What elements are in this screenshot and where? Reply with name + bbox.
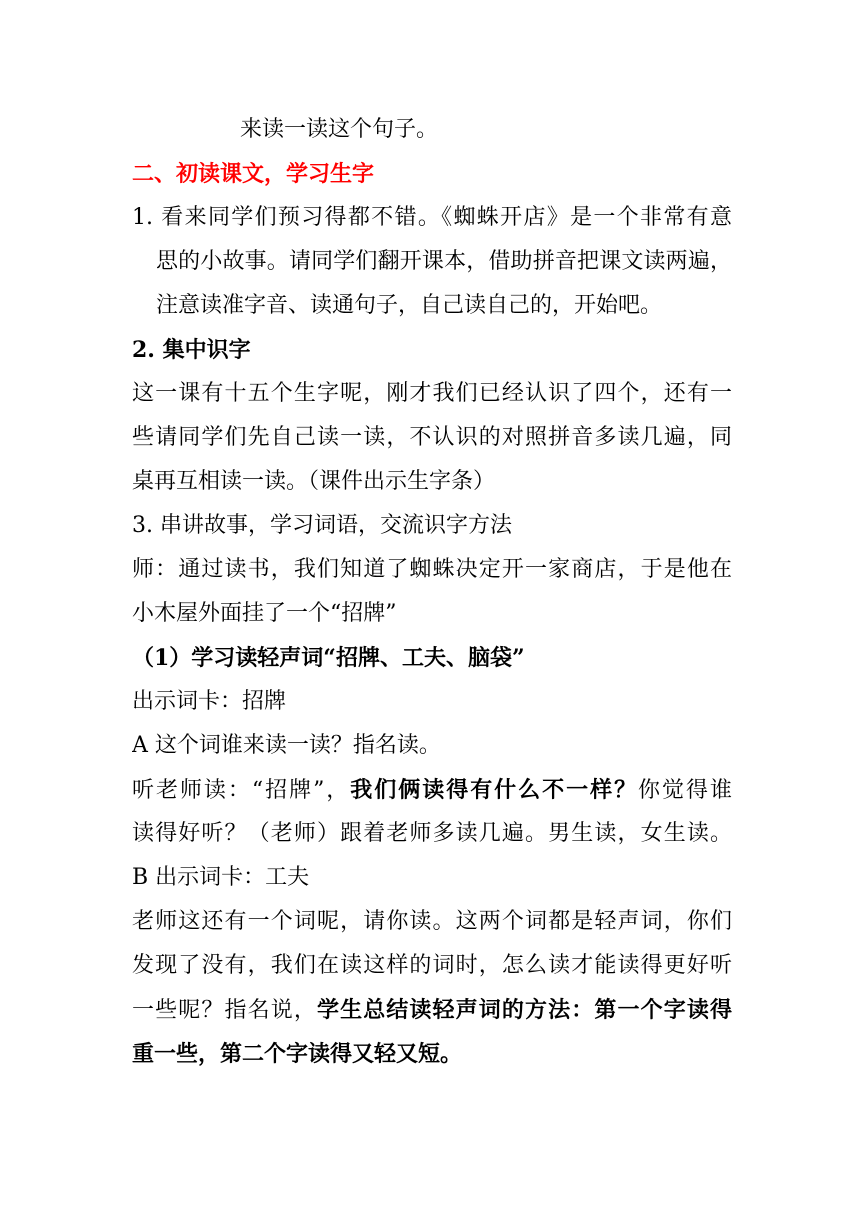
paragraph-line: 重一些，第二个字读得又轻又短。 [132, 1041, 463, 1067]
paragraph-line: 思的小故事。请同学们翻开课本，借助拼音把课文读两遍， [156, 249, 732, 274]
subheading: 3. 串讲故事，学习词语，交流识字方法 [132, 513, 512, 538]
paragraph-line: 注意读准字音、读通句子，自己读自己的，开始吧。 [156, 293, 663, 318]
paragraph-line: 出示词卡：招牌 [132, 689, 287, 714]
paragraph-line: 发现了没有，我们在读这样的词时，怎么读才能读得更好听 [132, 953, 732, 978]
paragraph-line: 1. 看来同学们预习得都不错。《蜘蛛开店》是一个非常有意 [132, 205, 732, 230]
paragraph-line: 老师这还有一个词呢，请你读。这两个词都是轻声词，你们 [132, 909, 732, 934]
text-span: 听老师读：“招牌”， [132, 778, 351, 803]
paragraph-line: 桌再互相读一读。（课件出示生字条） [132, 469, 496, 494]
paragraph-line: 这一课有十五个生字呢，刚才我们已经认识了四个，还有一 [132, 381, 732, 406]
paragraph-line: B 出示词卡：工夫 [132, 865, 310, 890]
paragraph-line: A 这个词谁来读一读？指名读。 [132, 733, 441, 758]
paragraph-line: 师：通过读书，我们知道了蜘蛛决定开一家商店，于是他在 [132, 557, 732, 582]
bold-span: 我们俩读得有什么不一样？ [350, 777, 639, 803]
subheading: 2. 集中识字 [132, 337, 251, 363]
paragraph-line: 读得好听？（老师）跟着老师多读几遍。男生读，女生读。 [132, 821, 732, 846]
text-line: 来读一读这个句子。 [240, 117, 439, 142]
paragraph-line: 些请同学们先自己读一读，不认识的对照拼音多读几遍，同 [132, 425, 732, 450]
subheading: （1）学习读轻声词“招牌、工夫、脑袋” [132, 645, 525, 671]
section-heading: 二、初读课文，学习生字 [132, 161, 375, 187]
paragraph-line [132, 768, 732, 812]
text-span: 一些呢？指名说， [132, 998, 317, 1023]
paragraph-line: 小木屋外面挂了一个“招牌” [132, 601, 397, 626]
paragraph-line [132, 988, 732, 1032]
bold-span: 学生总结读轻声词的方法：第一个字读得 [316, 997, 732, 1023]
text-span: 你觉得谁 [638, 778, 732, 803]
document-page [132, 108, 732, 1076]
